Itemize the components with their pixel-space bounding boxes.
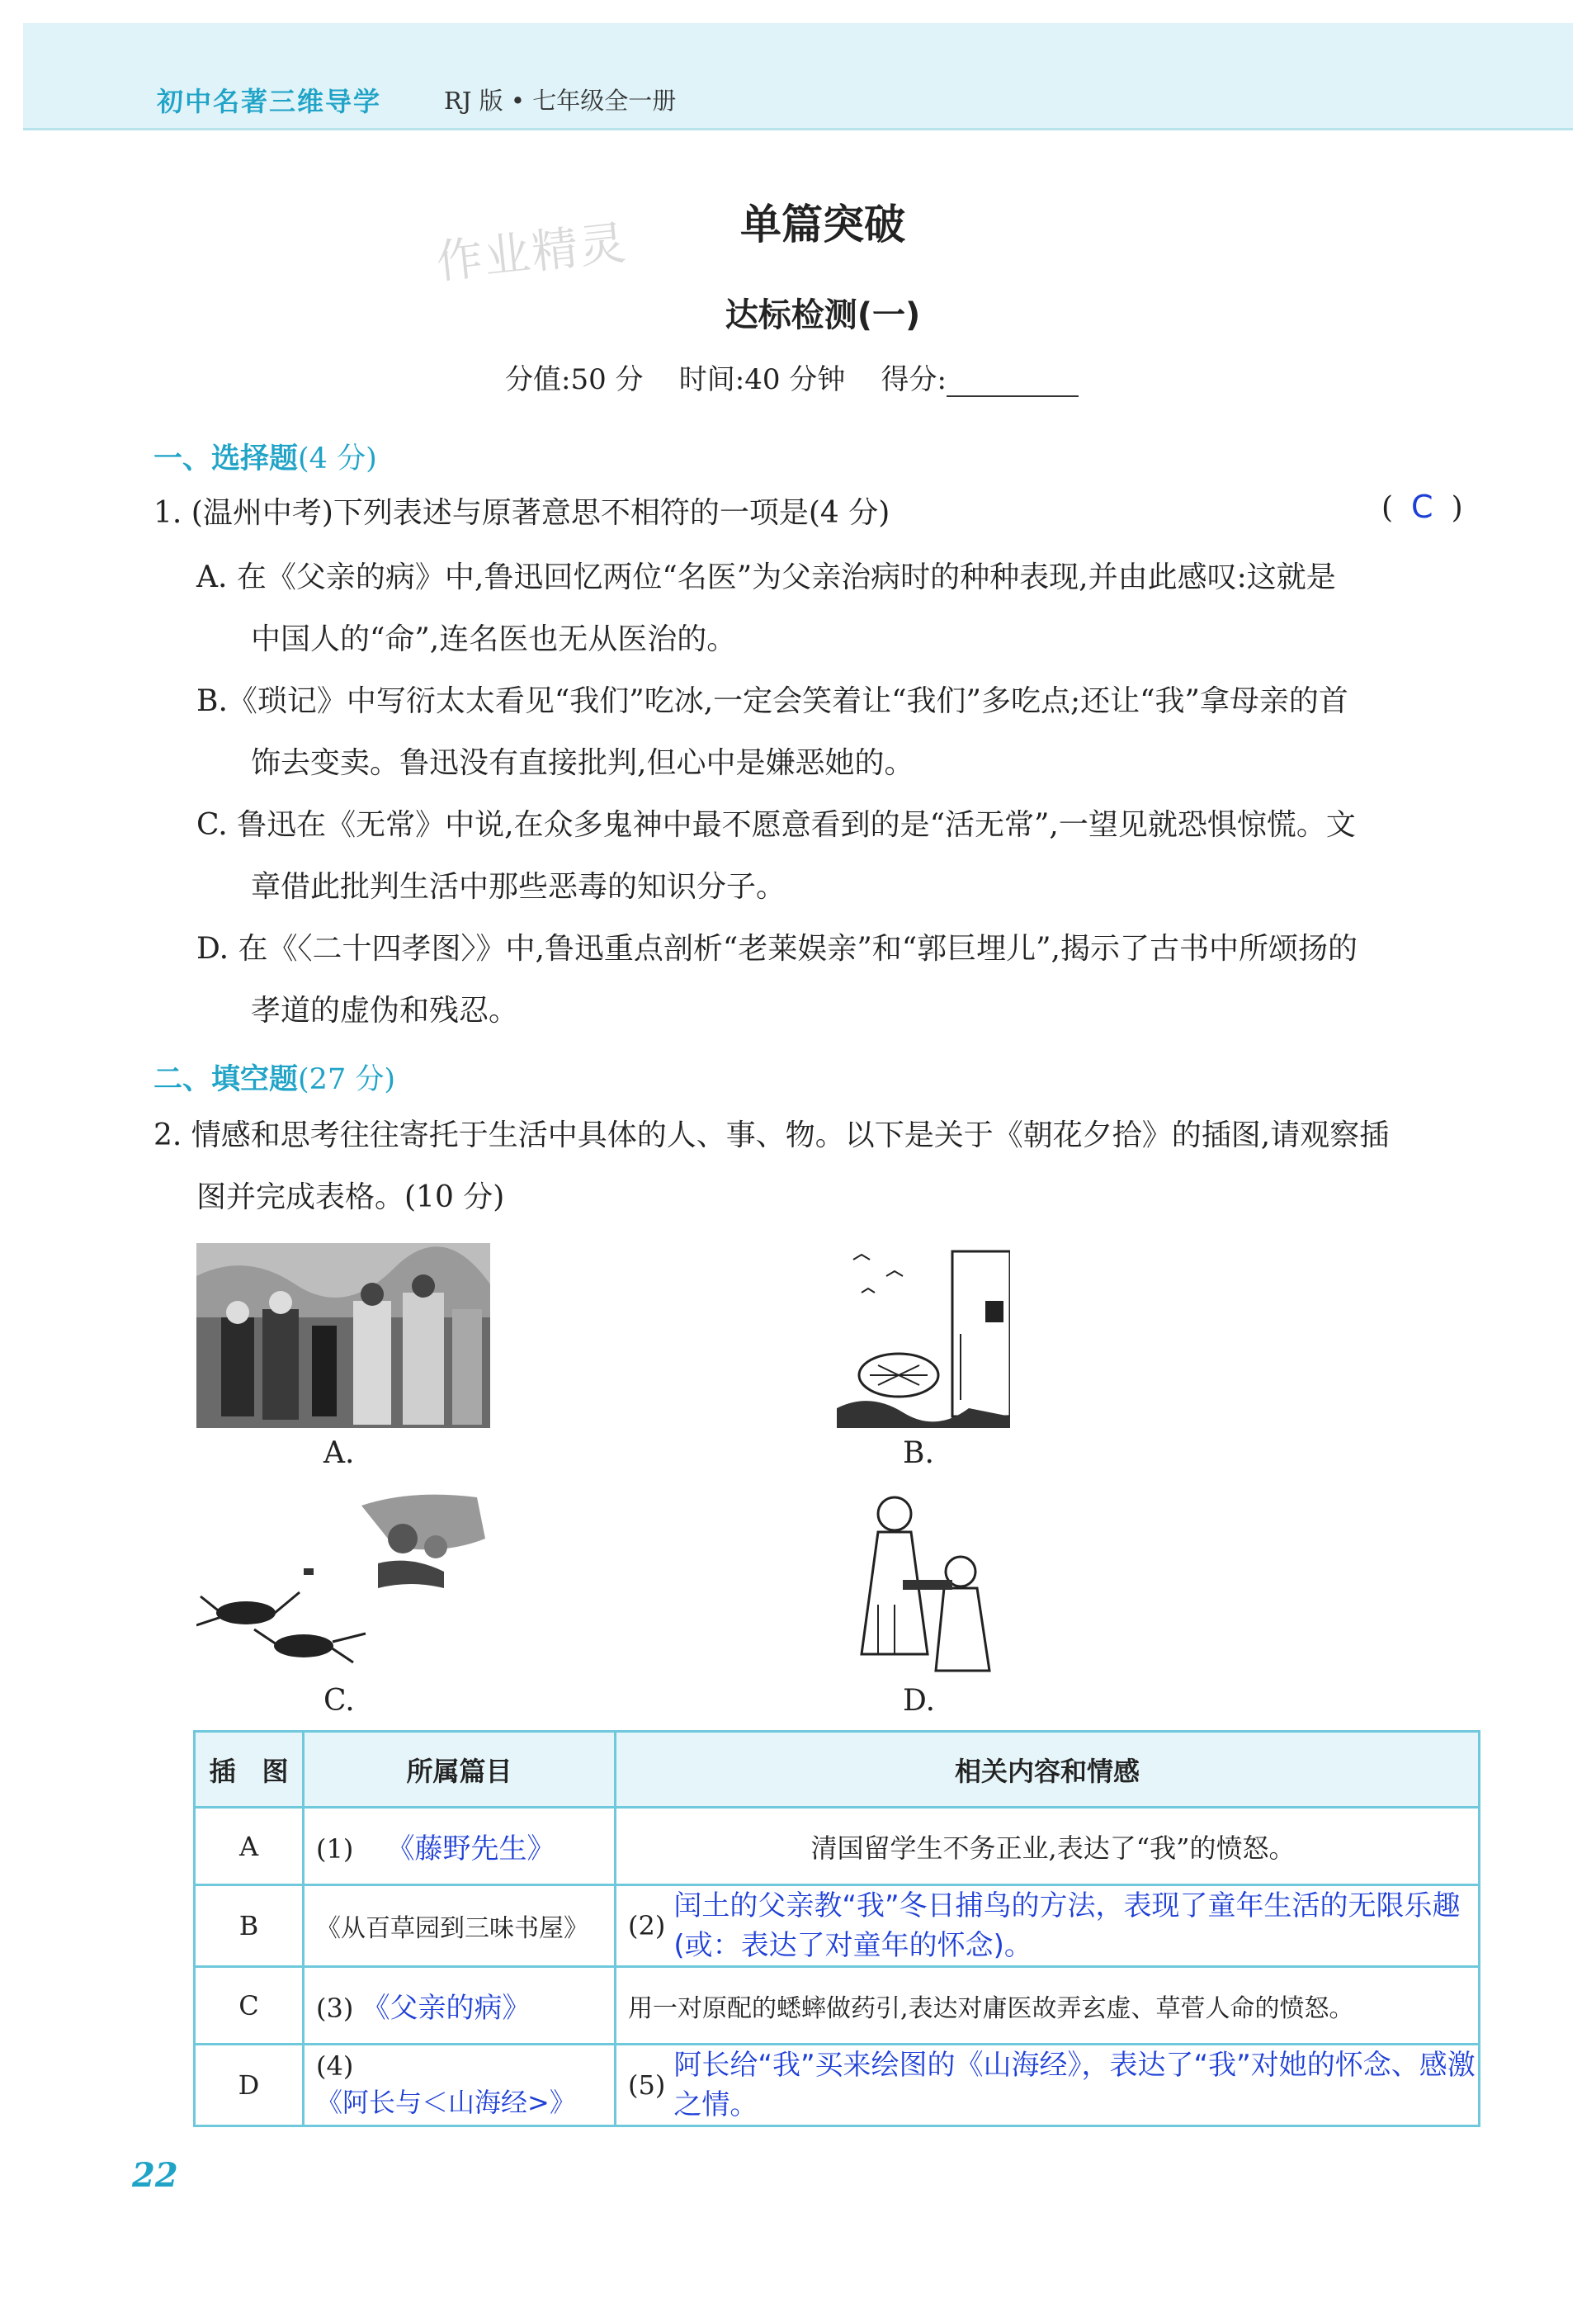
cell-pic: A [195,1808,304,1885]
handwritten-work: 《父亲的病》 [361,1992,531,2025]
score-got-label: 得分: [881,363,947,396]
watermark: 作业精灵 [433,216,630,290]
option-line: 饰去变卖。鲁迅没有直接批判,但心中是嫌恶她的。 [251,746,914,780]
answer-table [193,1730,1480,2127]
table-row [195,1967,1480,2045]
cell-content [616,1885,1480,1967]
blank-number: (4) [316,2050,354,2082]
page-number: 22 [132,2156,178,2195]
section-score: (4 分) [298,442,377,475]
table-row [195,1885,1480,1967]
test-meta [505,357,1079,397]
table-row [195,1808,1480,1885]
paren-close: ) [1451,491,1463,525]
section-score: (27 分) [298,1063,395,1096]
caption-d: D. [903,1684,936,1718]
blank-number: (1) [316,1833,354,1865]
cell-work [304,1967,616,2045]
cell-content: 清国留学生不务正业,表达了“我”的愤怒。 [616,1808,1480,1885]
handwritten-work: 《阿长与＜山海经>》 [316,2087,576,2118]
table-row [195,2045,1480,2126]
question-2-line2: 图并完成表格。(10 分) [196,1180,505,1214]
section-heading-fill [153,1057,395,1098]
option-a [196,546,1484,670]
section-label: 二、填空题 [153,1063,299,1096]
cell-pic: C [195,1967,304,2045]
blank-number: (3) [316,1993,354,2024]
page-header [23,23,1573,130]
option-line: B.《琐记》中写衍太太看见“我们”吃冰,一定会笑着让“我们”多吃点;还让“我”拿母亲的首 [196,684,1348,718]
table-header-row [195,1732,1480,1808]
question-1-stem: 1. (温州中考)下列表述与原著意思不相符的一项是(4 分) [153,496,890,530]
cell-content: 用一对原配的蟋蟀做药引,表达对庸医故弄玄虚、草菅人命的愤怒。 [616,1967,1480,2045]
time-limit: 时间:40 分钟 [678,363,846,396]
header-content: 相关内容和情感 [616,1732,1480,1808]
caption-b: B. [903,1436,934,1470]
header-work: 所属篇目 [304,1732,616,1808]
illustration-c-crickets [196,1489,485,1679]
cell-work [304,1808,616,1885]
option-line: 章借此批判生活中那些恶毒的知识分子。 [251,870,786,904]
option-c [196,794,1484,918]
section-heading-choice [153,436,377,477]
illustration-d-figures [845,1489,1007,1681]
edition-label: RJ 版 • 七年级全一册 [444,87,677,115]
handwritten-content: 阿长给“我”买来绘图的《山海经》，表达了“我”对她的怀念、感激之情。 [673,2049,1476,2121]
header-illustration: 插 图 [195,1732,304,1808]
option-line: 中国人的“命”,连名医也无从医治的。 [251,622,737,656]
blank-number: (5) [628,2069,666,2101]
score-blank[interactable] [947,372,1079,397]
handwritten-work: 《藤野先生》 [386,1832,555,1865]
option-b [196,670,1484,794]
section-label: 一、选择题 [153,442,299,475]
blank-number: (2) [628,1910,666,1941]
paren-open: ( [1381,491,1394,525]
handwritten-content: 闰土的父亲教“我”冬日捕鸟的方法，表现了童年生活的无限乐趣(或：表达了对童年的怀念)。 [673,1889,1461,1962]
caption-c: C. [323,1684,355,1718]
series-title: 初中名著三维导学 [157,86,382,117]
illustration-b-sketch [837,1243,1010,1428]
caption-a: A. [323,1436,355,1470]
option-line: 孝道的虚伪和残忍。 [251,994,519,1028]
question-2-line1: 2. 情感和思考往往寄托于生活中具体的人、事、物。以下是关于《朝花夕拾》的插图,请观察插 [153,1118,1390,1152]
handwritten-answer: C [1411,489,1433,525]
option-line: D. 在《〈二十四孝图〉》中,鲁迅重点剖析“老莱娱亲”和“郭巨埋儿”,揭示了古书中所颂扬的 [196,932,1358,966]
page-title: 单篇突破 [740,201,905,248]
option-line: C. 鲁迅在《无常》中说,在众多鬼神中最不愿意看到的是“活无常”,一望见就恐惧惊慌。文 [196,808,1356,842]
cell-pic: B [195,1885,304,1967]
illustration-a-photo [196,1243,490,1428]
cell-pic: D [195,2045,304,2126]
score-total: 分值:50 分 [505,363,644,396]
option-line: A. 在《父亲的病》中,鲁迅回忆两位“名医”为父亲治病时的种种表现,并由此感叹:这就是 [196,560,1336,594]
page-subtitle: 达标检测(一) [725,296,921,334]
option-d [196,918,1484,1042]
answer-box [1381,489,1463,525]
cell-work: 《从百草园到三味书屋》 [304,1885,616,1967]
cell-content [616,2045,1480,2126]
cell-work [304,2045,616,2126]
